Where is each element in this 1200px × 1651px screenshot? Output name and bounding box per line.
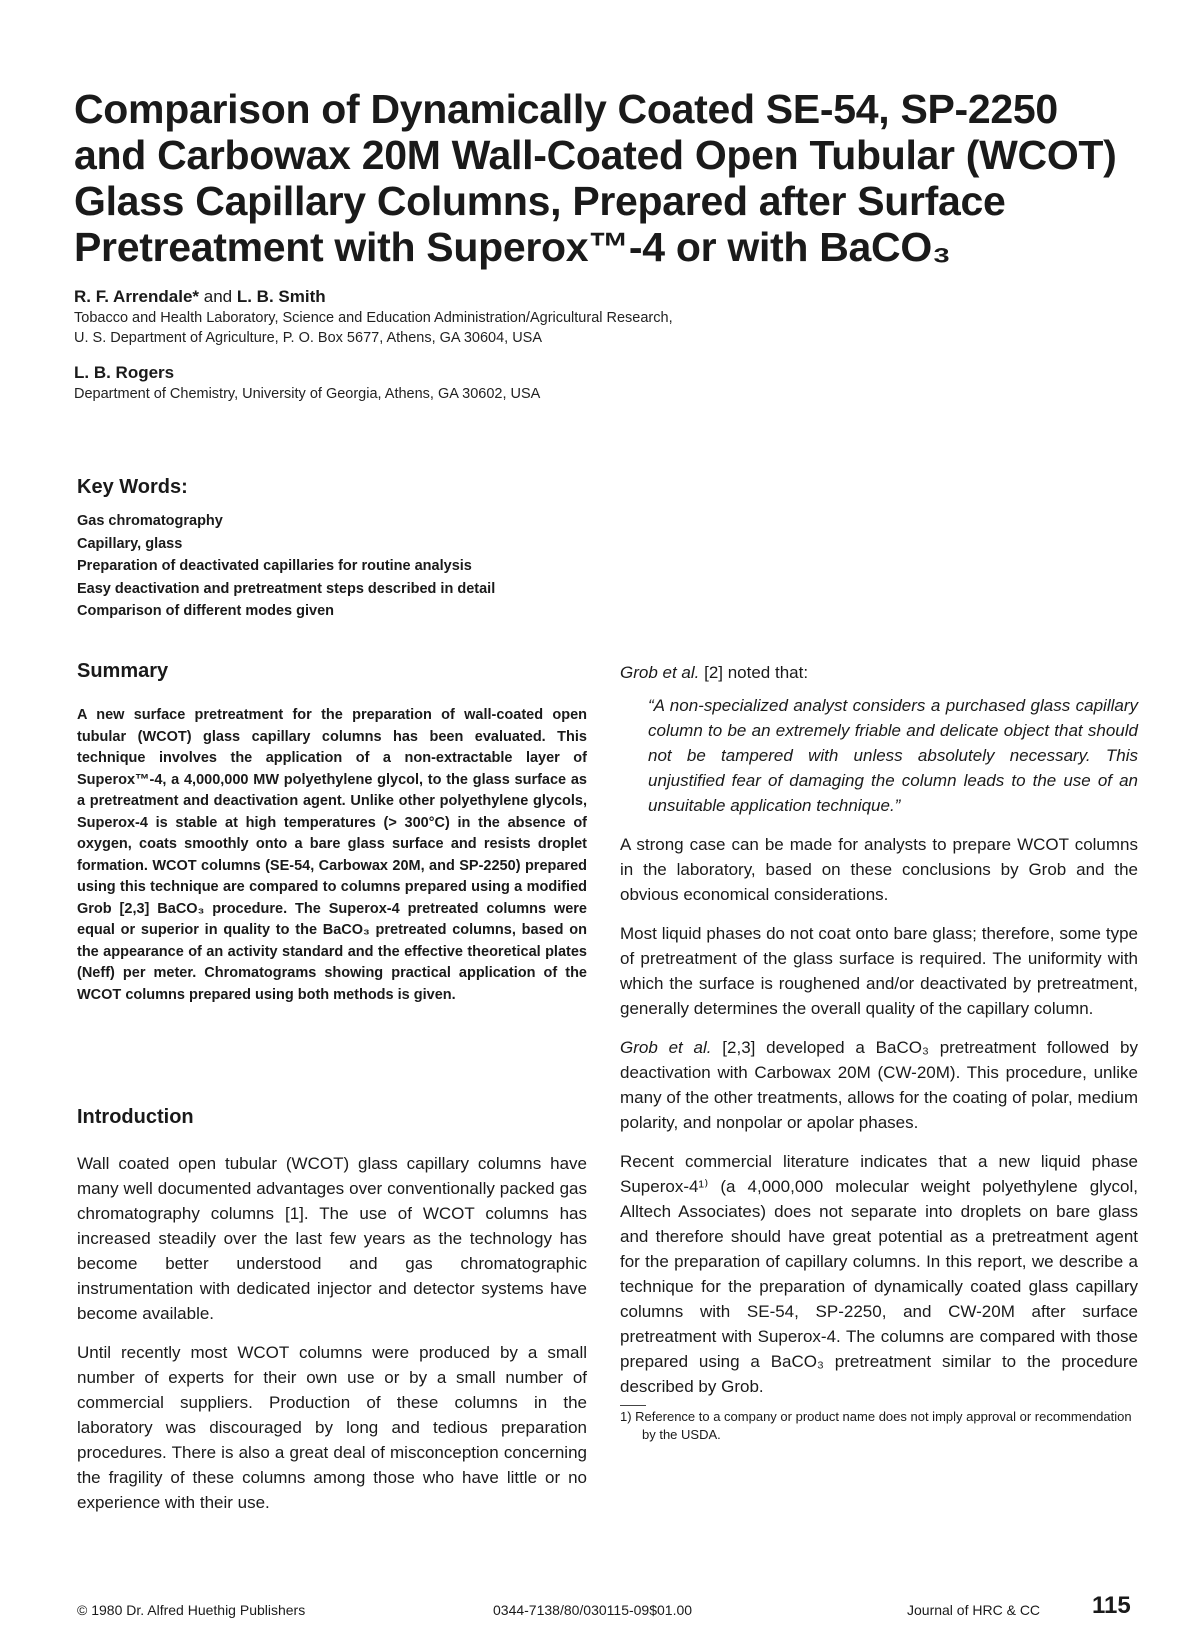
author-arrendale: R. F. Arrendale* (74, 287, 200, 306)
grob-quote: “A non-specialized analyst considers a purchased glass capillary column to be an extremely friable and delicate object that should not be tampered with unless absolutely necessary. This unjustified fear of damaging the column leads to the use of an unsuitable application technique.” (648, 696, 1138, 815)
author-smith: L. B. Smith (236, 287, 326, 306)
footer-journal: Journal of HRC & CC (907, 1602, 1041, 1618)
keywords-heading: Key Words: (77, 476, 188, 498)
author-group-1 (74, 286, 673, 348)
affiliation-1a: Tobacco and Health Laboratory, Science and Education Administration/Agricultural Research, (74, 310, 673, 326)
footer-copyright: © 1980 Dr. Alfred Huethig Publishers (77, 1602, 306, 1618)
author-group-2 (74, 362, 540, 404)
grob-intro (620, 660, 1138, 685)
keyword-item: Comparison of different modes given (77, 603, 334, 619)
grob-citation: Grob et al. (620, 663, 700, 682)
title-line-4: Pretreatment with Superox™-4 or with BaCO₃ (74, 224, 951, 270)
title-line-3: Glass Capillary Columns, Prepared after Surface (74, 178, 1006, 224)
summary-text: A new surface pretreatment for the preparation of wall-coated open tubular (WCOT) glass capillary columns has been evaluated. This technique involves the application of a non-extractable layer of Superox™-4, a 4,000,000 MW polyethylene glycol, to the glass surface as a pretreatment and deactivation agent. Unlike other polyethylene glycols, Superox-4 is stable at high temperatures (> 300°C) in the absence of oxygen, coats smoothly onto a bare glass surface and resists droplet formation. WCOT columns (SE-54, Carbowax 20M, and SP-2250) prepared using this technique are compared to columns prepared using a modified Grob [2,3] BaCO₃ procedure. The Superox-4 pretreated columns were equal or superior in quality to the BaCO₃ pretreated columns, based on the appearance of an activity standard and the effective theoretical plates (Neff) per meter. Chromatograms showing practical application of the WCOT columns prepared using both methods is given. (77, 707, 587, 1003)
footnote: 1) Reference to a company or product name does not imply approval or recommendation by the USDA. (620, 1409, 1132, 1442)
intro-paragraph-1: Wall coated open tubular (WCOT) glass capillary columns have many well documented advantages over conventionally packed gas chromatography columns [1]. The use of WCOT columns has increased steadily over the last few years as the technology has become better understood and gas chromatographic instrumentation with dedicated injector and detector systems have become available. (77, 1154, 587, 1323)
right-paragraph-3 (620, 1035, 1138, 1135)
title-line-2: and Carbowax 20M Wall-Coated Open Tubular (WCOT) (74, 132, 1117, 178)
right-paragraph-3-rest: [2,3] developed a BaCO₃ pretreatment followed by deactivation with Carbowax 20M (CW-20M). This procedure, unlike many of the other treatments, allows for the coating of polar, medium polarity, and nonpolar or apolar phases. (620, 1038, 1138, 1132)
author-rogers: L. B. Rogers (74, 363, 175, 382)
right-column (620, 660, 1138, 1444)
author-names-1 (74, 286, 673, 308)
footer-code: 0344-7138/80/030115-09$01.00 (493, 1602, 693, 1618)
grob-intro-rest: [2] noted that: (699, 663, 809, 682)
grob-citation-2: Grob et al. (620, 1038, 712, 1057)
article-title (74, 86, 1134, 270)
keyword-item: Easy deactivation and pretreatment steps described in detail (77, 580, 496, 597)
right-paragraph-4: Recent commercial literature indicates that a new liquid phase Superox-4¹⁾ (a 4,000,000 molecular weight polyethylene glycol, Alltech Associates) does not separate into droplets on bare glass and therefore should have great potential as a pretreatment agent for the preparation of capillary columns. In this report, we describe a technique for the preparation of dynamically coated glass capillary columns with SE-54, SP-2250, and CW-20M after surface pretreatment with Superox-4. The columns are compared with those prepared using a BaCO₃ pretreatment similar to the procedure described by Grob. (620, 1152, 1138, 1396)
affiliation-2: Department of Chemistry, University of Georgia, Athens, GA 30602, USA (74, 386, 541, 402)
right-paragraph-2: Most liquid phases do not coat onto bare glass; therefore, some type of pretreatment of the glass surface is required. The uniformity with which the surface is roughened and/or deactivated by pretreatment, generally determines the overall quality of the capillary column. (620, 924, 1138, 1018)
summary-heading: Summary (77, 660, 169, 682)
author-and: and (199, 287, 237, 306)
introduction-heading: Introduction (77, 1106, 194, 1128)
author-names-2 (74, 362, 540, 384)
intro-paragraph-2: Until recently most WCOT columns were produced by a small number of experts for their own use or by a small number of commercial suppliers. Production of these columns in the laboratory was discouraged by long and tedious preparation procedures. There is also a great deal of misconception concerning the fragility of these columns among those who have little or no experience with their use. (77, 1343, 587, 1512)
left-column (77, 660, 587, 1529)
title-line-1: Comparison of Dynamically Coated SE-54, SP-2250 (74, 86, 1058, 132)
keyword-item: Capillary, glass (77, 535, 183, 552)
keyword-item: Gas chromatography (77, 513, 223, 529)
right-paragraph-1: A strong case can be made for analysts to prepare WCOT columns in the laboratory, based on these conclusions by Grob and the obvious economical considerations. (620, 835, 1138, 904)
page-number: 115 (1092, 1592, 1131, 1619)
keyword-item: Preparation of deactivated capillaries for routine analysis (77, 558, 472, 574)
footnote-rule (620, 1405, 646, 1406)
affiliation-1b: U. S. Department of Agriculture, P. O. Box 5677, Athens, GA 30604, USA (74, 330, 543, 346)
keywords-list (77, 510, 495, 623)
